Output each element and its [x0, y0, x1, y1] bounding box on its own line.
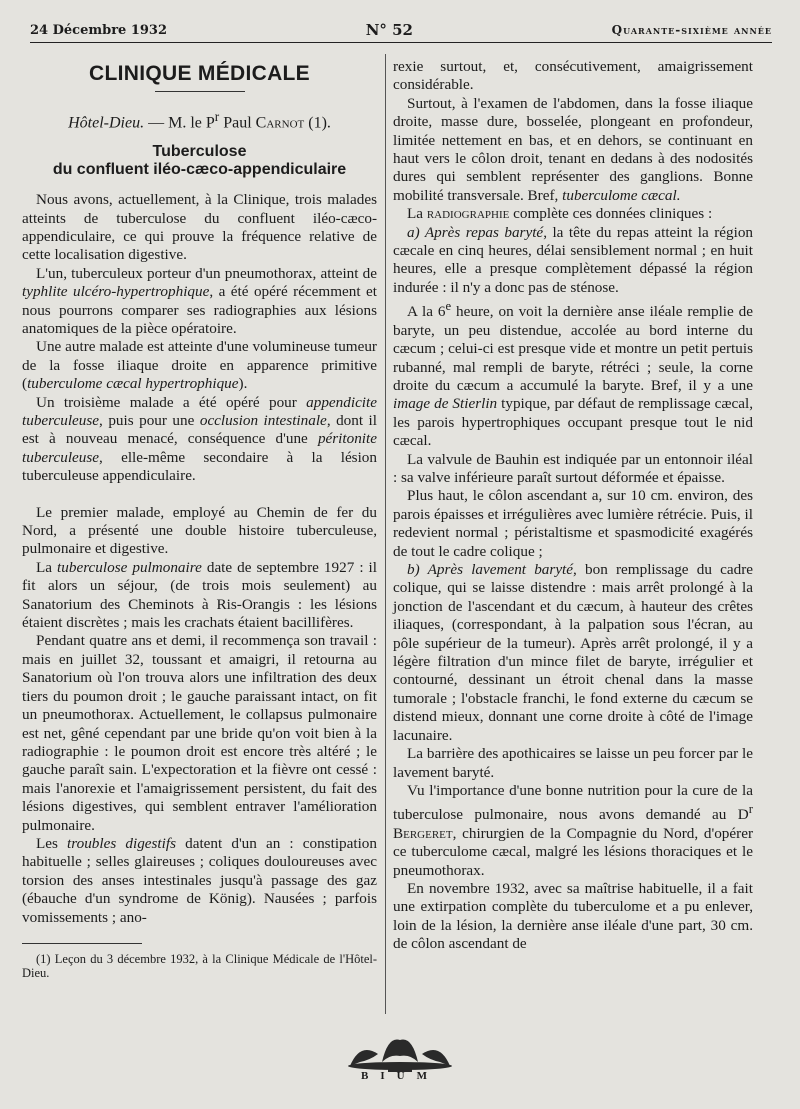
left-column — [22, 58, 377, 980]
paragraph: Le premier malade, employé au Chemin de fer du Nord, a présenté une double histoire tuberculeuse, pulmonaire et digestive. — [22, 503, 377, 558]
footnote-rule — [22, 943, 142, 944]
paragraph: La radiographie complète ces données cliniques : — [407, 205, 713, 223]
paragraph: L'un, tuberculeux porteur d'un pneumothorax, atteint de typhlite ulcéro-hypertrophique, a été opéré récemment et nous pourrons comparer ses radiographies aux lésions anatomiques de la pièce opératoire. — [22, 264, 378, 337]
section-title: CLINIQUE MÉDICALE — [89, 62, 310, 85]
subject-line-1: Tuberculose — [152, 143, 247, 161]
column-divider — [385, 54, 386, 1014]
subject-title — [22, 143, 377, 179]
header-year: Quarante-sixième année — [611, 23, 772, 37]
paragraph: Une autre malade est atteinte d'une volumineuse tumeur de la fosse iliaque droite en apparence primitive (tuberculome cæcal hypertrophique). — [22, 338, 377, 393]
paragraph: b) Après lavement baryté, bon remplissage du cadre colique, qui se laisse distendre : mais arrêt prolongé à la jonction de l'ascendant et du cæcum, à hauteur des crêtes iliaques, (correspondant, à la palpation sous l'écran, au pôle supérieur de la tumeur). Après arrêt prolongé, il y a légère filtration d'un mince filet de baryte, irrégulier et contourné, dessinant un étroit chenal dans la masse tumorale ; l'obstacle franchi, le fond externe du cæcum se distend mieux, donnant une corne droite à côté de l'image lacunaire. — [393, 561, 753, 744]
paragraph: Les troubles digestifs datent d'un an : constipation habituelle ; selles glaireuses ; coliques douloureuses avec torsion des anses intestinales jusqu'à passage des gaz (ébauche d'un syndrome de König). Nausées ; parfois vomissements ; ano- — [22, 834, 377, 926]
paragraph: Surtout, à l'examen de l'abdomen, dans la fosse iliaque droite, masse dure, bosselée, plongeant en profondeur, limitée nettement en bas, et en dehors, se continuant en haut vers le côlon droit, tenant en dedans à des nodosités dures qui semblent représenter des ganglions. Bonne mobilité transversale. Bref, tuberculome cæcal. — [393, 94, 753, 204]
paragraph: Plus haut, le côlon ascendant a, sur 10 cm. environ, des parois épaisses et irrégulières avec lumière rétrécie. Puis, il redevient normal ; péristaltisme et spasmodicité exagérés de tout le cadre colique ; — [393, 487, 753, 560]
bium-logo-icon — [330, 1032, 470, 1092]
paragraph: La barrière des apothicaires se laisse un peu forcer par le lavement baryté. — [393, 745, 753, 781]
header-issue-number: N° 52 — [365, 21, 413, 39]
paragraph: Nous avons, actuellement, à la Clinique, trois malades atteints de tuberculose du confluent iléo-cæco-appendiculaire, ce qui prouve la fréquence relative de cette localisation digestive. — [22, 191, 377, 264]
paragraph-gap — [22, 486, 377, 504]
lecture-firstname: Paul — [219, 114, 256, 132]
title-rule — [155, 91, 245, 92]
lecture-line — [22, 108, 377, 133]
paragraph: La valvule de Bauhin est indiquée par un entonnoir iléal : sa valve inférieure paraît surtout déformée et épaisse. — [393, 450, 753, 486]
paragraph: Pendant quatre ans et demi, il recommença son travail : mais en juillet 32, toussant et amaigri, il retourna au Sanatorium où l'on trouva alors une infiltration des deux tiers du poumon droit ; le gauche paraissant intact, on fit un pneumothorax. Actuellement, le collapsus pulmonaire est net, gêné cependant par une bride qu'on voit bien à la radiographie : le poumon droit est encore très altéré ; le gauche paraît sain. L'expectoration et la fièvre ont cessé : mais l'anorexie et l'amaigrissement persistent, du fait des lésions digestives, qui semblent entraver l'amélioration pulmonaire. — [22, 632, 377, 834]
paragraph: Vu l'importance d'une bonne nutrition pour la cure de la tuberculose pulmonaire, nous avons demandé au $D^r$ Bergeret, chirurgien de la Compagnie du Nord, d'opérer ce tuberculome cæcal, malgré les lésions thoraciques et le pneumothorax. — [393, 781, 753, 879]
paragraph: rexie surtout, et, consécutivement, amaigrissement considérable. — [393, 58, 753, 94]
page-header — [30, 18, 772, 43]
paragraph: A la 6e heure, on voit la dernière anse iléale remplie de baryte, un peu distendue, accolée au bord interne du cæcum ; celui-ci est presque vide et montre un petit pertuis rubanné, mal rempli de baryte, rétréci ; seule, la corne droite du cæcum a accumulé la baryte. Bref, il y a une image de Stierlin typique, par défaut de remplissage cæcal, les parois hypertrophiques occupant presque tout le nid cæcal. — [393, 299, 753, 450]
logo-text: BIUM — [361, 1070, 439, 1082]
paragraph: La tuberculose pulmonaire date de septembre 1927 : il fit alors un séjour, (de trois mois seulement) au Sanatorium des Cheminots à Ris-Orangis : les lésions étaient discrètes ; mais les crachats étaient bacillifères. — [22, 558, 377, 632]
lecture-separator: — M. le P — [144, 114, 215, 132]
paragraph: Un troisième malade a été opéré pour appendicite tuberculeuse, puis pour une occlusion intestinale, dont il est à nouveau menacé, conséquence d'une péritonite tuberculeuse, elle-même secondaire à la lésion tuberculeuse appendiculaire. — [22, 393, 378, 485]
lecture-surname: Carnot — [255, 114, 305, 132]
lecture-place: Hôtel-Dieu. — [68, 114, 145, 132]
lecture-title-sup: r — [214, 109, 220, 125]
lecture-note-ref: (1). — [304, 114, 331, 132]
right-column — [393, 58, 753, 954]
header-date: 24 Décembre 1932 — [30, 22, 168, 38]
paragraph: En novembre 1932, avec sa maîtrise habituelle, il a fait une extirpation complète du tuberculome et a pu enlever, loin de la lésion, la dernière anse iléale d'une part, 30 cm. de côlon ascendant de — [393, 880, 753, 953]
subject-line-2: du confluent iléo-cæco-appendiculaire — [52, 161, 347, 179]
paragraph: a) Après repas baryté, la tête du repas atteint la région cæcale en cinq heures, délai sensiblement normal ; en huit heures, elle a presque complètement dépassé la région indurée : il n'y a donc pas de sténose. — [393, 223, 754, 296]
footnote: (1) Leçon du 3 décembre 1932, à la Clinique Médicale de l'Hôtel-Dieu. — [22, 951, 377, 980]
